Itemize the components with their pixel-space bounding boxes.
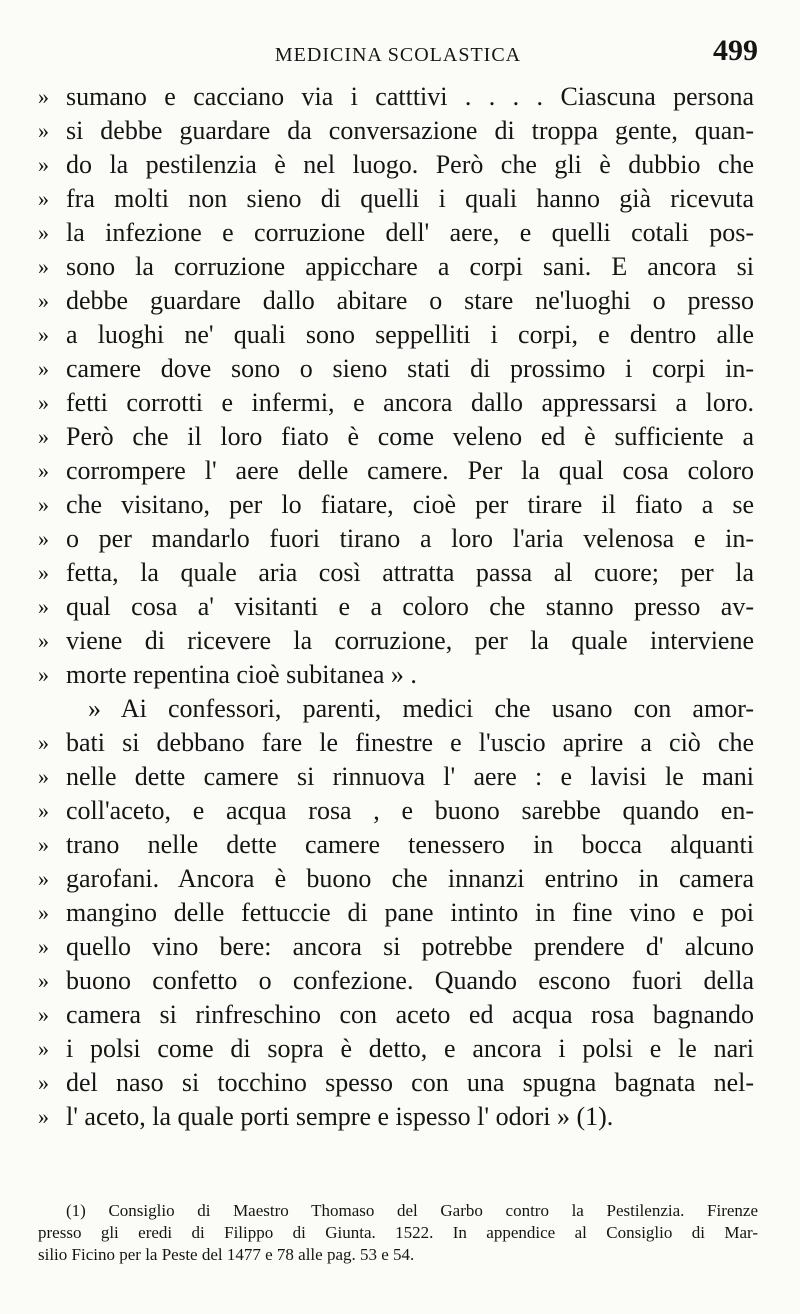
guillemet-mark: » — [38, 322, 49, 347]
text-line — [0, 352, 800, 386]
page-header — [38, 34, 758, 74]
line-text: sono la corruzione appicchare a corpi sani. E ancora si — [66, 252, 754, 281]
line-text: camera si rinfreschino con aceto ed acqua rosa bagnando — [66, 1000, 754, 1029]
guillemet-mark: » — [38, 1036, 49, 1061]
guillemet-mark: » — [38, 866, 49, 891]
guillemet-mark: » — [38, 764, 49, 789]
line-text: trano nelle dette camere tenessero in bocca alquanti — [66, 830, 754, 859]
line-text: mangino delle fettuccie di pane intinto in fine vino e poi — [66, 898, 754, 927]
guillemet-mark: » — [38, 560, 49, 585]
text-line — [0, 80, 800, 114]
text-line — [0, 250, 800, 284]
guillemet-mark: » — [38, 594, 49, 619]
text-line — [0, 896, 800, 930]
text-line — [0, 862, 800, 896]
guillemet-mark: » — [38, 968, 49, 993]
line-text: debbe guardare dallo abitare o stare ne'luoghi o presso — [66, 286, 754, 315]
running-head: MEDICINA SCOLASTICA — [274, 44, 522, 66]
footnote-line: presso gli eredi di Filippo di Giunta. 1522. In appendice al Consiglio di Mar- — [38, 1223, 758, 1242]
line-text: » Ai confessori, parenti, medici che usano con amor- — [88, 694, 754, 723]
line-text: Però che il loro fiato è come veleno ed è sufficiente a — [66, 422, 754, 451]
footnote-line: silio Ficino per la Peste del 1477 e 78 alle pag. 53 e 54. — [38, 1245, 415, 1264]
line-text: corrompere l' aere delle camere. Per la qual cosa coloro — [66, 456, 754, 485]
line-text: fetta, la quale aria così attratta passa al cuore; per la — [66, 558, 754, 587]
page-number: 499 — [713, 34, 758, 67]
footnote-line: (1) Consiglio di Maestro Thomaso del Garbo contro la Pestilenzia. Firenze — [66, 1201, 758, 1220]
line-text: morte repentina cioè subitanea » . — [66, 660, 417, 689]
line-text: sumano e cacciano via i catttivi . . . . Ciascuna persona — [66, 82, 754, 111]
line-text: fetti corrotti e infermi, e ancora dallo appressarsi a loro. — [66, 388, 754, 417]
guillemet-mark: » — [38, 1070, 49, 1095]
guillemet-mark: » — [38, 186, 49, 211]
guillemet-mark: » — [38, 730, 49, 755]
text-line — [0, 1066, 800, 1100]
text-line — [0, 624, 800, 658]
text-line — [0, 998, 800, 1032]
line-text: che visitano, per lo fiatare, cioè per tirare il fiato a se — [66, 490, 754, 519]
text-line — [0, 692, 800, 726]
guillemet-mark: » — [38, 118, 49, 143]
text-line — [0, 930, 800, 964]
text-line — [0, 760, 800, 794]
guillemet-mark: » — [38, 254, 49, 279]
guillemet-mark: » — [38, 152, 49, 177]
text-line — [0, 658, 800, 692]
line-text: i polsi come di sopra è detto, e ancora i polsi e le nari — [66, 1034, 754, 1063]
text-line — [0, 386, 800, 420]
line-text: qual cosa a' visitanti e a coloro che stanno presso av- — [66, 592, 754, 621]
guillemet-mark: » — [38, 356, 49, 381]
text-line — [0, 284, 800, 318]
text-line — [0, 556, 800, 590]
text-line — [0, 1032, 800, 1066]
guillemet-mark: » — [38, 662, 49, 687]
guillemet-mark: » — [38, 628, 49, 653]
line-text: la infezione e corruzione dell' aere, e quelli cotali pos- — [66, 218, 754, 247]
line-text: si debbe guardare da conversazione di troppa gente, quan- — [66, 116, 754, 145]
guillemet-mark: » — [38, 288, 49, 313]
body-text — [0, 80, 800, 1134]
text-line — [0, 488, 800, 522]
text-line — [0, 522, 800, 556]
text-line — [0, 454, 800, 488]
text-line — [0, 182, 800, 216]
line-text: camere dove sono o sieno stati di prossimo i corpi in- — [66, 354, 754, 383]
text-line — [0, 114, 800, 148]
line-text: buono confetto o confezione. Quando escono fuori della — [66, 966, 754, 995]
line-text: bati si debbano fare le finestre e l'uscio aprire a ciò che — [66, 728, 754, 757]
guillemet-mark: » — [38, 84, 49, 109]
text-line — [0, 420, 800, 454]
line-text: garofani. Ancora è buono che innanzi entrino in camera — [66, 864, 754, 893]
line-text: l' aceto, la quale porti sempre e ispesso l' odori » (1). — [66, 1102, 614, 1131]
guillemet-mark: » — [38, 832, 49, 857]
line-text: fra molti non sieno di quelli i quali hanno già ricevuta — [66, 184, 754, 213]
guillemet-mark: » — [38, 798, 49, 823]
text-line — [0, 318, 800, 352]
text-line — [0, 726, 800, 760]
guillemet-mark: » — [38, 1002, 49, 1027]
guillemet-mark: » — [38, 458, 49, 483]
guillemet-mark: » — [38, 934, 49, 959]
guillemet-mark: » — [38, 1104, 49, 1129]
text-line — [0, 794, 800, 828]
guillemet-mark: » — [38, 900, 49, 925]
line-text: viene di ricevere la corruzione, per la quale interviene — [66, 626, 754, 655]
line-text: o per mandarlo fuori tirano a loro l'aria velenosa e in- — [66, 524, 754, 553]
line-text: quello vino bere: ancora si potrebbe prendere d' alcuno — [66, 932, 754, 961]
guillemet-mark: » — [38, 220, 49, 245]
text-line — [0, 1100, 800, 1134]
guillemet-mark: » — [38, 492, 49, 517]
text-line — [0, 216, 800, 250]
text-line — [0, 590, 800, 624]
guillemet-mark: » — [38, 390, 49, 415]
text-line — [0, 828, 800, 862]
line-text: do la pestilenzia è nel luogo. Però che gli è dubbio che — [66, 150, 754, 179]
line-text: del naso si tocchino spesso con una spugna bagnata nel- — [66, 1068, 754, 1097]
line-text: coll'aceto, e acqua rosa , e buono sarebbe quando en- — [66, 796, 754, 825]
text-line — [0, 148, 800, 182]
footnote — [38, 1200, 758, 1266]
text-line — [0, 964, 800, 998]
line-text: nelle dette camere si rinnuova l' aere : e lavisi le mani — [66, 762, 754, 791]
guillemet-mark: » — [38, 424, 49, 449]
line-text: a luoghi ne' quali sono seppelliti i corpi, e dentro alle — [66, 320, 754, 349]
guillemet-mark: » — [38, 526, 49, 551]
